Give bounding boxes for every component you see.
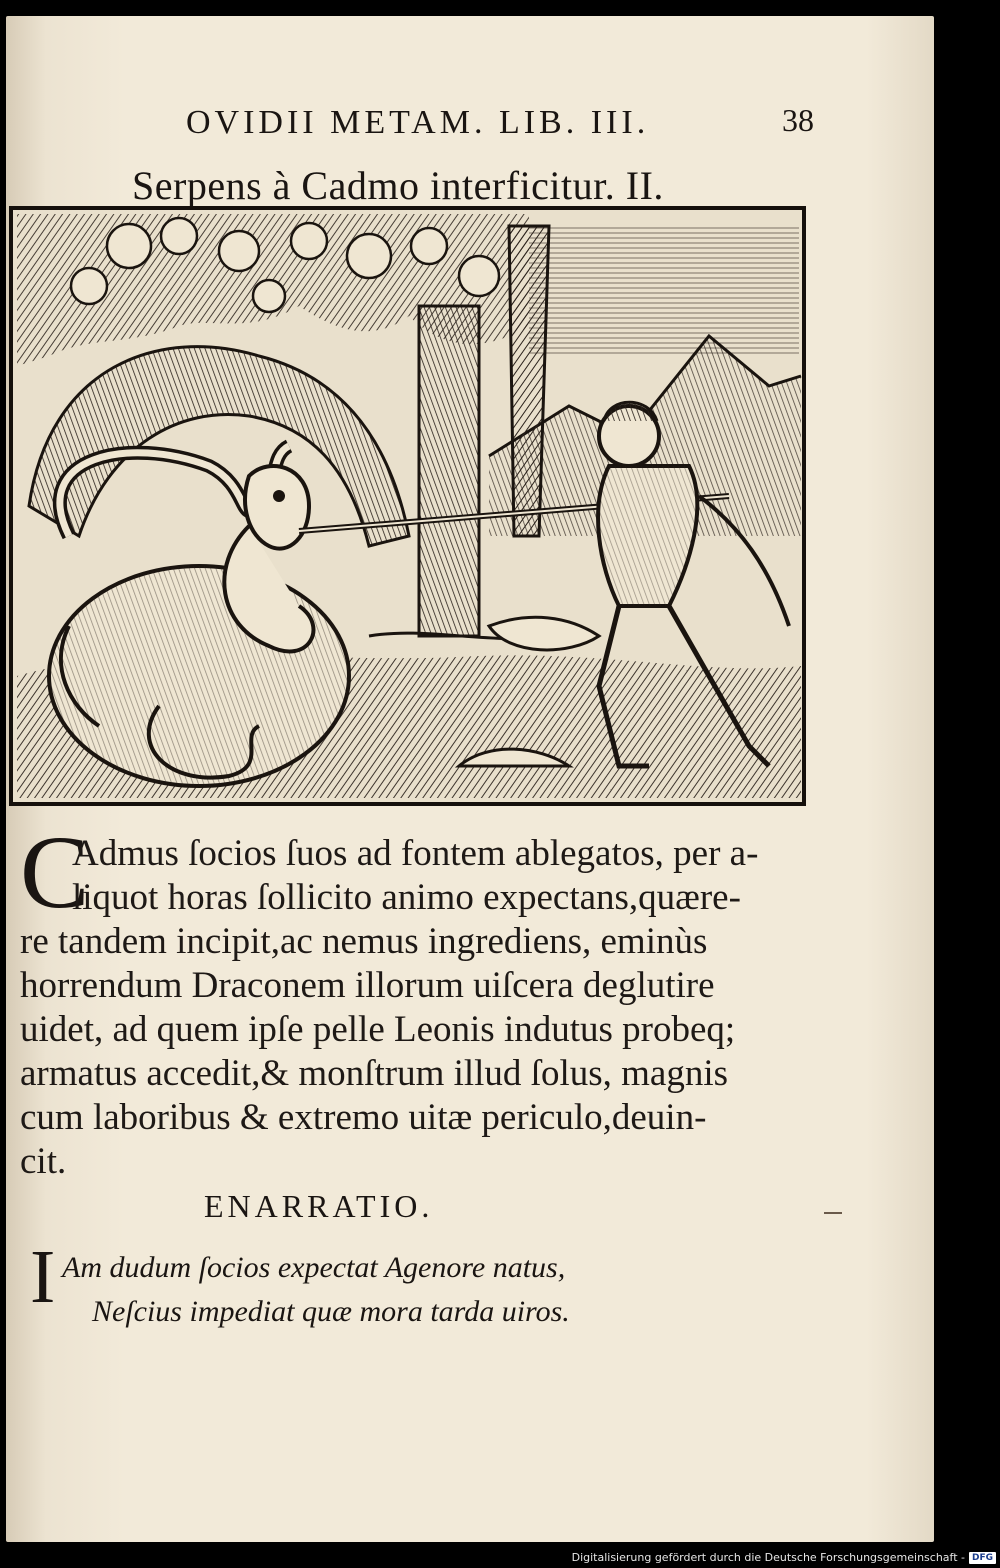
body-line-5: uidet, ad quem ipſe pelle Leonis indutus probeq; — [20, 1009, 736, 1050]
page-number: 38 — [782, 102, 814, 138]
verse-block — [62, 1246, 570, 1334]
body-line-7: cum laboribus & extremo uitæ periculo,deuin- — [20, 1097, 707, 1138]
verse-line-2: Neſcius impediat quæ mora tarda uiros. — [92, 1295, 570, 1328]
verse-line-1: Am dudum ſocios expectat Agenore natus, — [62, 1251, 566, 1284]
body-line-8: cit. — [20, 1141, 67, 1182]
book-page — [6, 16, 934, 1542]
drop-cap: C — [20, 815, 90, 930]
body-line-2: liquot horas ſollicito animo expectans,quære- — [72, 877, 741, 918]
verse-drop-cap: I — [30, 1235, 56, 1319]
margin-rule — [824, 1212, 842, 1214]
digitization-footer — [572, 1551, 996, 1564]
body-paragraph — [20, 832, 806, 1184]
body-line-4: horrendum Draconem illorum uiſcera deglutire — [20, 965, 715, 1006]
running-head-title: OVIDII METAM. LIB. III. — [186, 104, 650, 141]
footer-text: Digitalisierung gefördert durch die Deutsche Forschungsgemeinschaft - — [571, 1551, 965, 1564]
woodcut-illustration — [9, 206, 806, 806]
dfg-logo-icon: DFG — [969, 1552, 996, 1564]
body-line-6: armatus accedit,& monſtrum illud ſolus, magnis — [20, 1053, 729, 1094]
section-subtitle: Serpens à Cadmo interficitur. II. — [132, 163, 664, 208]
body-line-1: Admus ſocios ſuos ad fontem ablegatos, per a- — [72, 833, 759, 874]
body-line-3: re tandem incipit,ac nemus ingrediens, eminùs — [20, 921, 708, 962]
enarratio-heading: ENARRATIO. — [204, 1188, 434, 1224]
